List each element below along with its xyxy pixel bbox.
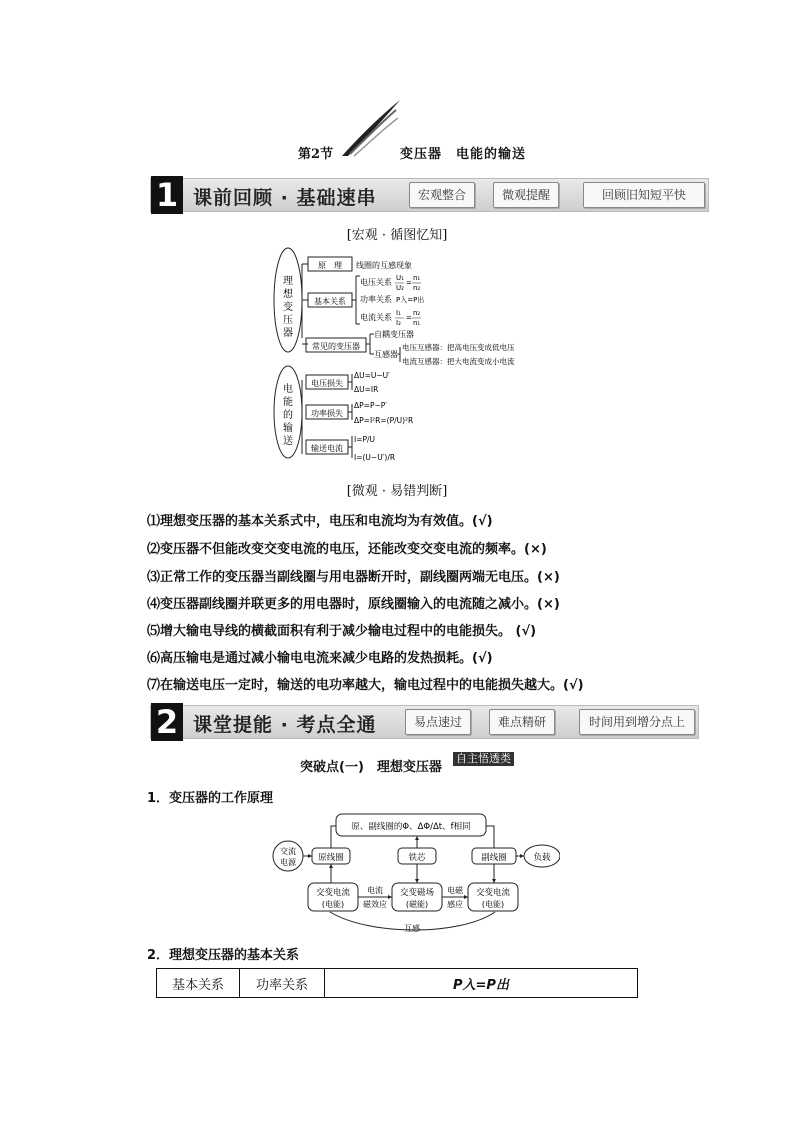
mm-principle: 原 理 <box>318 261 342 270</box>
mm-vloss: 电压损失 <box>311 379 343 388</box>
svg-text:变: 变 <box>283 302 293 313</box>
breakpoint-badge: 自主悟透类 <box>453 752 514 766</box>
svg-text:器: 器 <box>283 328 293 339</box>
banner-title-2: 课堂提能 · 考点全通 <box>193 714 377 736</box>
flow-source-1: 交流 <box>280 847 296 856</box>
page-title <box>0 143 794 163</box>
svg-text:电: 电 <box>283 384 293 395</box>
tab-time[interactable]: 时间用到增分点上 <box>579 709 695 735</box>
section-title: 变压器 电能的输送 <box>400 147 527 162</box>
mm-n1b: n₁ <box>413 319 421 327</box>
mm-vloss1: ΔU=U−U′ <box>354 371 390 380</box>
mm-i1: I₁ <box>396 309 401 317</box>
breakpoint-title: 突破点(一) 理想变压器 <box>300 760 442 775</box>
judgment-4: ⑷变压器副线圈并联更多的用电器时，原线圈输入的电流随之减小。(×) <box>147 597 560 612</box>
mm-vloss2: ΔU=IR <box>354 385 379 394</box>
table-row <box>157 969 638 998</box>
mm-icur: 输送电流 <box>311 444 343 453</box>
flow-field-sub: (磁能) <box>405 900 429 909</box>
flow-arrow2a: 电磁 <box>447 886 463 895</box>
svg-text:的: 的 <box>283 410 293 421</box>
table-cell-basic: 基本关系 <box>157 969 240 998</box>
transformer-flow-diagram <box>270 808 560 936</box>
tab-macro[interactable]: 宏观整合 <box>409 182 475 208</box>
table-cell-formula: P入=P出 <box>325 969 638 998</box>
flow-mutual: 互感 <box>404 924 420 933</box>
flow-arrow1b: 磁效应 <box>363 900 387 909</box>
mm-ploss: 功率损失 <box>311 409 343 418</box>
flow-load: 负载 <box>533 853 551 863</box>
mm-icur1: I=P/U <box>354 435 376 444</box>
mm-auto: 自耦变压器 <box>374 330 414 339</box>
tab-review[interactable]: 回顾旧知短平快 <box>583 182 705 208</box>
svg-text:想: 想 <box>283 289 293 300</box>
banner-review <box>150 178 709 212</box>
tab-easy[interactable]: 易点速过 <box>405 709 471 735</box>
mm-i2: I₂ <box>396 319 401 327</box>
judgment-6: ⑹高压输电是通过减小输电电流来减少电路的发热损耗。(√) <box>147 651 493 666</box>
banner-title: 课前回顾 · 基础速串 <box>193 187 377 209</box>
flow-core: 铁芯 <box>408 853 426 863</box>
mm-mutual: 互感器 <box>374 350 398 359</box>
section-1-heading: 1．变压器的工作原理 <box>147 791 274 806</box>
section-label: 第2节 <box>298 147 334 162</box>
flow-source-2: 电源 <box>280 858 296 867</box>
mm-voltage: 电压关系 <box>360 278 392 287</box>
banner-number-2: 2 <box>151 703 183 741</box>
relation-table <box>156 968 638 998</box>
table-cell-power: 功率关系 <box>240 969 325 998</box>
mm-u2: U₂ <box>396 284 404 292</box>
flow-ac1-sub: (电能) <box>321 900 345 909</box>
mm-power-formula: P入=P出 <box>396 296 425 304</box>
mm-ploss2: ΔP=I²R=(P/U)²R <box>354 416 414 425</box>
flow-secondary: 副线圈 <box>481 853 507 863</box>
micro-heading: [微观 · 易错判断] <box>346 484 448 499</box>
mm-ploss1: ΔP=P−P′ <box>354 401 387 410</box>
mm-ct: 电流互感器：把大电流变成小电流 <box>402 357 515 366</box>
tab-hard[interactable]: 难点精研 <box>489 709 555 735</box>
mm-vt: 电压互感器：把高电压变成低电压 <box>402 343 515 352</box>
flow-primary: 原线圈 <box>318 853 344 863</box>
macro-heading: [宏观 · 循图忆知] <box>346 228 448 243</box>
mm-u1: U₁ <box>396 274 404 282</box>
judgment-1: ⑴理想变压器的基本关系式中，电压和电流均为有效值。(√) <box>147 514 493 529</box>
mm-eq1: = <box>406 279 412 287</box>
flow-ac1: 交变电流 <box>315 888 351 898</box>
banner-number: 1 <box>151 176 183 214</box>
flow-top: 原、副线圈的Φ、ΔΦ/Δt、f相同 <box>351 822 471 832</box>
flow-arrow2b: 感应 <box>447 900 463 909</box>
judgment-5: ⑸增大输电导线的横截面积有利于减少输电过程中的电能损失。 (√) <box>147 624 537 639</box>
mm-icur2: I=(U−U′)/R <box>354 453 396 462</box>
flow-arrow1a: 电流 <box>367 886 383 895</box>
banner-class <box>150 705 699 739</box>
flow-field: 交变磁场 <box>399 888 435 898</box>
mm-current: 电流关系 <box>360 313 392 322</box>
flow-ac2-sub: (电能) <box>481 900 505 909</box>
mm-common: 常见的变压器 <box>312 342 360 351</box>
judgment-3: ⑶正常工作的变压器当副线圈与用电器断开时，副线圈两端无电压。(×) <box>147 570 560 585</box>
mm-n2: n₂ <box>413 284 421 292</box>
svg-text:理: 理 <box>283 276 293 287</box>
judgment-2: ⑵变压器不但能改变交变电流的电压，还能改变交变电流的频率。(×) <box>147 542 547 557</box>
mm-n2b: n₂ <box>413 309 421 317</box>
mm-power: 功率关系 <box>360 295 392 304</box>
mm-n1: n₁ <box>413 274 421 282</box>
mm-basic: 基本关系 <box>314 297 346 306</box>
mm-eq2: = <box>406 314 412 322</box>
svg-text:输: 输 <box>283 423 293 434</box>
section-2-heading: 2．理想变压器的基本关系 <box>147 948 300 963</box>
judgment-7: ⑺在输送电压一定时，输送的电功率越大，输电过程中的电能损失越大。(√) <box>147 678 584 693</box>
svg-text:送: 送 <box>283 436 293 447</box>
svg-text:能: 能 <box>283 397 293 408</box>
mm-principle-text: 线圈的互感现象 <box>356 261 412 270</box>
svg-text:压: 压 <box>283 315 293 326</box>
flow-ac2: 交变电流 <box>475 888 511 898</box>
mind-map <box>270 244 560 466</box>
tab-micro[interactable]: 微观提醒 <box>493 182 559 208</box>
